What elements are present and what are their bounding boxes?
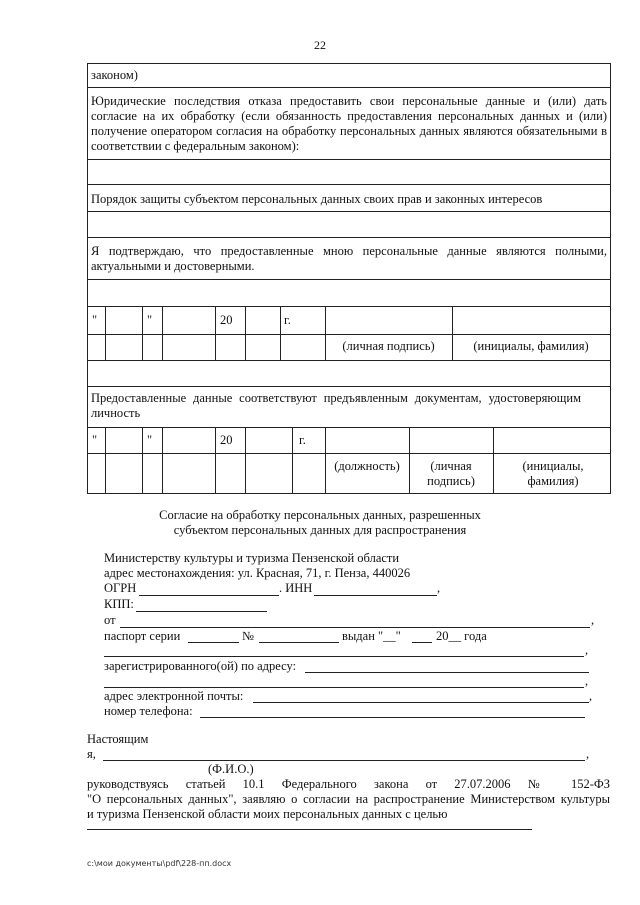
- consequences-text: Юридические последствия отказа предоставить свои персональные данные и (или) дать согласие на их обработку (если обязанность предоставления персональных данных и (или) получение оператором согласия на обработку персональных данных являются обязательными в соответствии с федеральным законом):: [91, 94, 607, 153]
- signature2-caption: (личная подпись): [427, 459, 475, 488]
- initials-caption: (инициалы, фамилия): [473, 339, 589, 353]
- confirm-text: Я подтверждаю, что предоставленные мною персональные данные являются полными, актуальными и достоверными.: [91, 244, 607, 273]
- fio-field[interactable]: [103, 760, 585, 761]
- data-form-table: [87, 63, 610, 494]
- from-label: от: [104, 613, 116, 627]
- ogrn-label: ОГРН: [104, 581, 137, 595]
- purpose-field[interactable]: [87, 829, 532, 830]
- passport-series-label: паспорт серии: [104, 629, 181, 643]
- issued-label: выдан "__": [342, 629, 401, 643]
- email-field[interactable]: [253, 702, 589, 703]
- date1-year-prefix: 20: [220, 313, 233, 327]
- body-line2: "О персональных данных", заявляю о согласии на распространение Министерством культуры: [87, 792, 610, 806]
- body-line3: и туризма Пензенской области моих персональных данных с целью: [87, 807, 448, 821]
- file-path-footer: c:\мои документы\pdf\228-пп.docx: [87, 859, 232, 868]
- date2-quote-close: ": [147, 433, 153, 447]
- kpp-label: КПП:: [104, 597, 134, 611]
- email-label: адрес электронной почты:: [104, 689, 244, 703]
- position-caption: (должность): [334, 459, 400, 473]
- passport-series-field[interactable]: [188, 642, 239, 643]
- kpp-field[interactable]: [136, 611, 267, 612]
- phone-label: номер телефона:: [104, 704, 193, 718]
- protection-text: Порядок защиты субъектом персональных данных своих прав и законных интересов: [91, 192, 543, 206]
- date2-year-suffix: г.: [299, 433, 306, 447]
- addressee: Министерству культуры и туризма Пензенской области: [104, 551, 400, 565]
- ogrn-field[interactable]: [139, 595, 279, 596]
- documents-text: Предоставленные данные соответствуют предъявленным документам, удостоверяющим личность: [91, 391, 581, 420]
- address: адрес местонахождения: ул. Красная, 71, г. Пенза, 440026: [104, 566, 411, 580]
- registered-address-field[interactable]: [305, 672, 589, 673]
- date1-quote-close: ": [147, 313, 153, 327]
- inn-label: . ИНН: [279, 581, 313, 595]
- date2-quote-open: ": [92, 433, 98, 447]
- date2-year-prefix: 20: [220, 433, 233, 447]
- registered-label: зарегистрированного(ой) по адресу:: [104, 659, 297, 673]
- fio-caption: (Ф.И.О.): [208, 762, 254, 776]
- issued-month-field[interactable]: [412, 642, 432, 643]
- year-label: 20__ года: [436, 629, 487, 643]
- i-label: я,: [87, 747, 96, 761]
- initials2-caption: (инициалы, фамилия): [522, 459, 584, 488]
- body-line1: руководствуясь статьей 10.1 Федерального закона от 27.07.2006 № 152-ФЗ: [87, 777, 610, 791]
- passport-number-field[interactable]: [259, 642, 339, 643]
- signature-caption: (личная подпись): [342, 339, 435, 353]
- page-number: 22: [314, 38, 326, 52]
- date1-quote-open: ": [92, 313, 98, 327]
- issued-by-field[interactable]: [104, 656, 584, 657]
- inn-field[interactable]: [314, 595, 437, 596]
- consent-title-line1: Согласие на обработку персональных данных, разрешенных: [159, 508, 481, 522]
- phone-field[interactable]: [200, 717, 585, 718]
- date1-year-suffix: г.: [284, 313, 291, 327]
- hereby-text: Настоящим: [87, 732, 149, 746]
- passport-number-label: №: [242, 629, 254, 643]
- consent-title-line2: субъектом персональных данных для распространения: [173, 523, 467, 537]
- law-end-text: законом): [91, 68, 138, 82]
